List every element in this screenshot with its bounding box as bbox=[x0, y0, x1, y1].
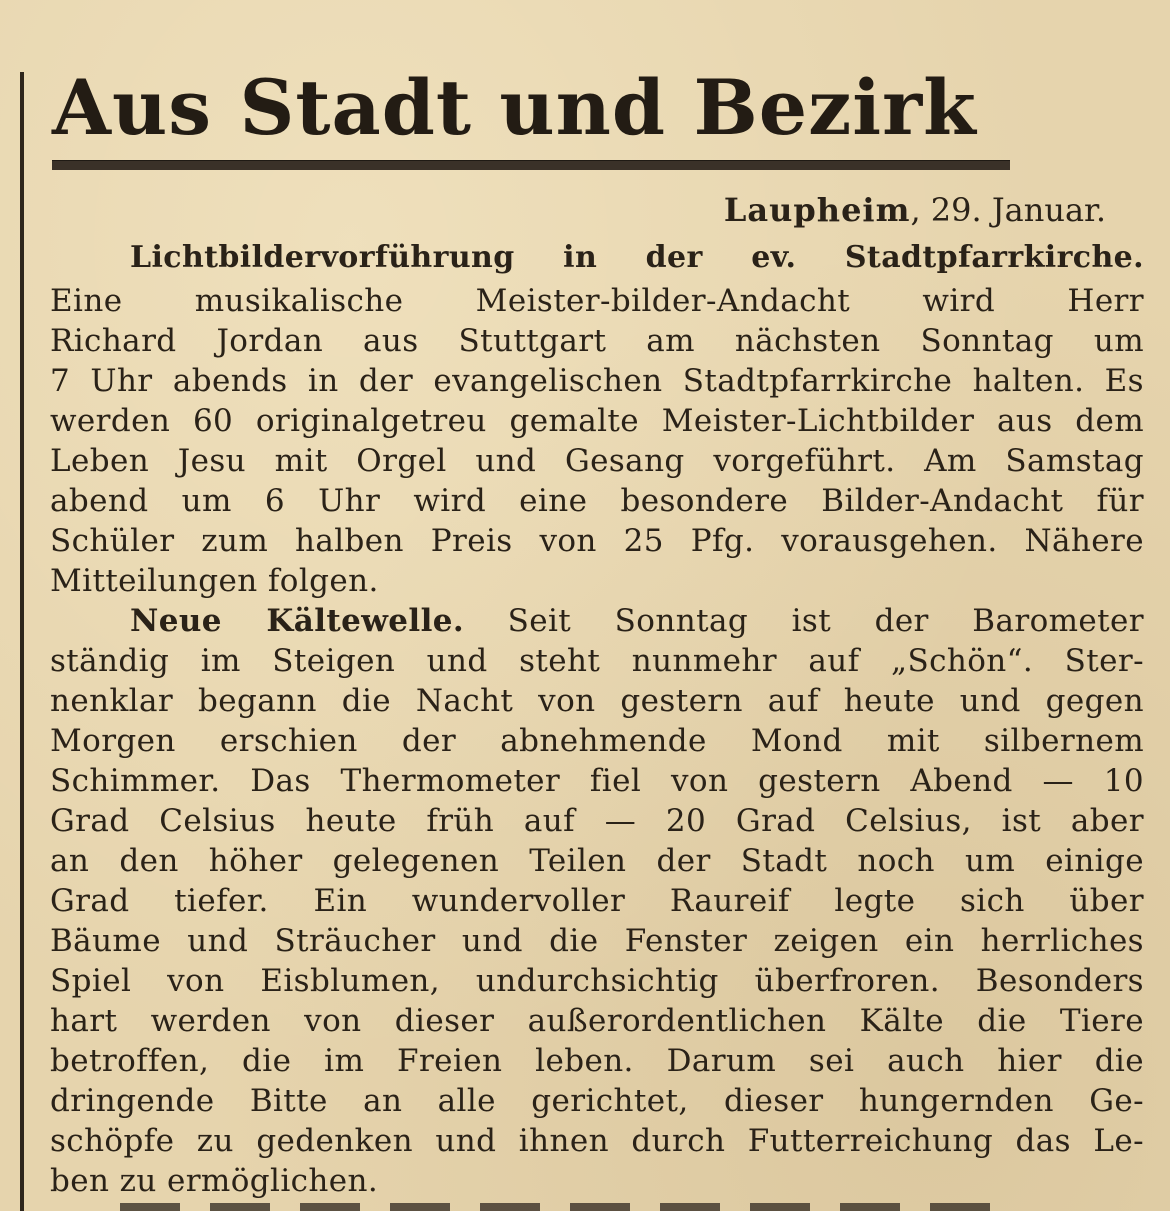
article2-line: Grad tiefer. Ein wundervoller Raureif legte sich über bbox=[50, 883, 1144, 919]
column-rule bbox=[20, 72, 24, 1211]
article2-line: Grad Celsius heute früh auf — 20 Grad Celsius, ist aber bbox=[50, 803, 1144, 839]
dateline-place: Laupheim bbox=[723, 191, 911, 229]
article1-line: Leben Jesu mit Orgel und Gesang vorgeführt. Am Samstag bbox=[50, 443, 1144, 479]
article2-line: Spiel von Eisblumen, undurchsichtig überfroren. Besonders bbox=[50, 963, 1144, 999]
article1-line: Schüler zum halben Preis von 25 Pfg. vorausgehen. Nähere bbox=[50, 523, 1144, 559]
article2-first-line-text: Seit Sonntag ist der Barometer bbox=[507, 603, 1144, 639]
article2-first-line bbox=[130, 601, 1144, 641]
article2-line: ständig im Steigen und steht nunmehr auf „Schön“. Ster- bbox=[50, 643, 1144, 679]
article1-line: werden 60 originalgetreu gemalte Meister-Lichtbilder aus dem bbox=[50, 403, 1144, 439]
article1-line: abend um 6 Uhr wird eine besondere Bilder-Andacht für bbox=[50, 483, 1144, 519]
article2-line: ben zu ermöglichen. bbox=[50, 1163, 379, 1199]
article1-line: Richard Jordan aus Stuttgart am nächsten Sonntag um bbox=[50, 323, 1144, 359]
article2-line: schöpfe zu gedenken und ihnen durch Futterreichung das Le- bbox=[50, 1123, 1144, 1159]
article2-line: betroffen, die im Freien leben. Darum sei auch hier die bbox=[50, 1043, 1144, 1079]
article1-line: Eine musikalische Meister-bilder-Andacht wird Herr bbox=[50, 283, 1144, 319]
dateline-date: , 29. Januar. bbox=[910, 191, 1106, 229]
dateline bbox=[724, 190, 1106, 230]
article1-title: Lichtbildervorführung in der ev. Stadtpfarrkirche. bbox=[130, 240, 1144, 275]
article2-line: dringende Bitte an alle gerichtet, dieser hungernden Ge- bbox=[50, 1083, 1144, 1119]
headline-rule bbox=[52, 160, 1010, 170]
article2-line: an den höher gelegenen Teilen der Stadt noch um einige bbox=[50, 843, 1144, 879]
section-title: Aus Stadt und Bezirk bbox=[52, 63, 977, 152]
article2-line: Schimmer. Das Thermometer fiel von gestern Abend — 10 bbox=[50, 763, 1144, 799]
article1-line: 7 Uhr abends in der evangelischen Stadtpfarrkirche halten. Es bbox=[50, 363, 1144, 399]
cropped-next-line bbox=[120, 1197, 1020, 1211]
article1-line: Mitteilungen folgen. bbox=[50, 563, 379, 599]
article2-line: Bäume und Sträucher und die Fenster zeigen ein herrliches bbox=[50, 923, 1144, 959]
article2-line: Morgen erschien der abnehmende Mond mit silbernem bbox=[50, 723, 1144, 759]
article2-line: hart werden von dieser außerordentlichen Kälte die Tiere bbox=[50, 1003, 1144, 1039]
article2-lead: Neue Kältewelle. bbox=[130, 603, 465, 639]
article2-line: nenklar begann die Nacht von gestern auf heute und gegen bbox=[50, 683, 1144, 719]
